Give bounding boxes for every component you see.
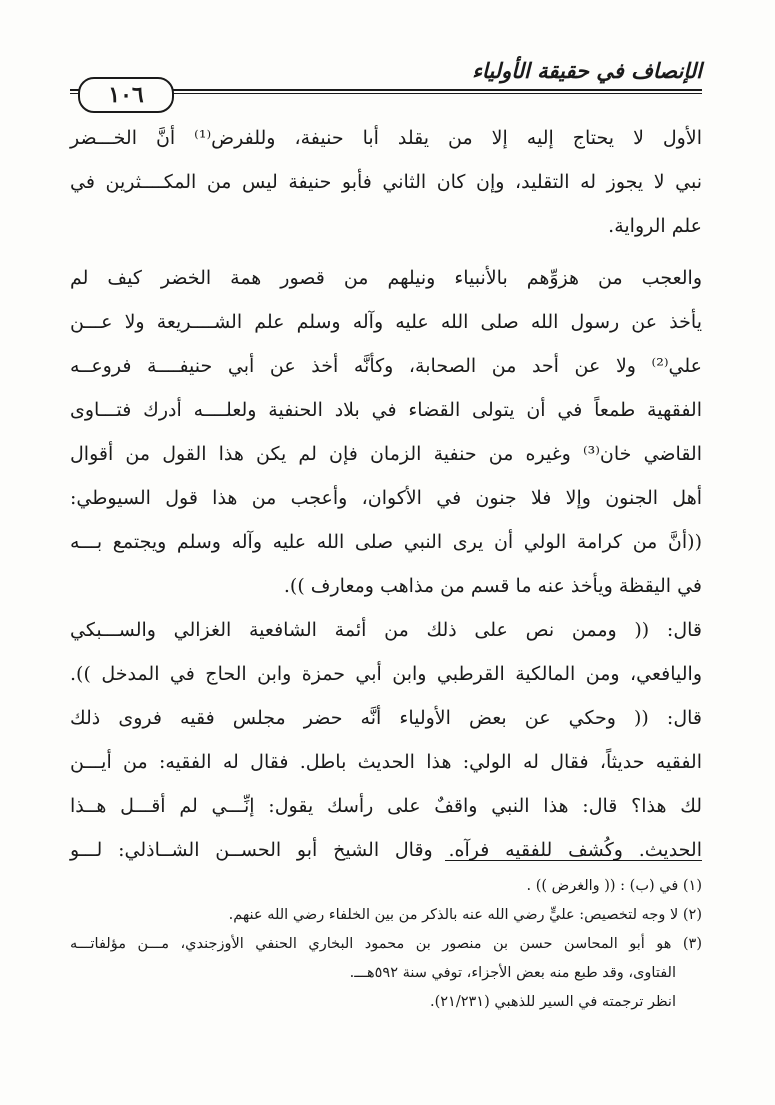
- text-line: القاضي خان⁽³⁾ وغيره من حنفية الزمان فإن لم يكن هذا القول من أقوال: [70, 443, 703, 465]
- text-line: في اليقظة ويأخذ عنه ما قسم من مذاهب ومعارف )).: [283, 575, 702, 597]
- text-line: واليافعي، ومن المالكية القرطبي وابن أبي حمزة وابن الحاج في المدخل )).: [70, 663, 702, 685]
- text-line: علي⁽²⁾ ولا عن أحد من الصحابة، وكأنَّه أخذ عن أبي حنيفــــة فروعــه: [70, 355, 702, 377]
- text-line: الأول لا يحتاج إليه إلا من يقلد أبا حنيفة، وللفرض⁽¹⁾ أنَّ الخـــضر: [70, 127, 702, 149]
- page-number: ١٠٦: [78, 77, 174, 113]
- text-line: يأخذ عن رسول الله صلى الله عليه وآله وسلم علم الشــــريعة ولا عـــن: [70, 311, 702, 333]
- text-line: الفقهية طمعاً في أن يتولى القضاء في بلاد الحنفية ولعلــــه أدرك فتـــاوى: [70, 399, 702, 421]
- footnote-2: (٢) لا وجه لتخصيص: عليٍّ رضي الله عنه بالذكر من بين الخلفاء رضي الله عنهم.: [228, 907, 702, 923]
- text-line: قال: (( وممن نص على ذلك من أئمة الشافعية الغزالي والســـبكي: [70, 619, 702, 641]
- footnote-1: (١) في (ب) : (( والغرض )) .: [526, 878, 702, 894]
- text-line: والعجب من هزوِّهم بالأنبياء ونيلهم من قصور همة الخضر كيف لم: [70, 267, 702, 289]
- footnotes: [70, 872, 702, 1017]
- text-line: الفقيه حديثاً، فقال له الولي: هذا الحديث باطل. فقال له الفقيه: من أيـــن: [70, 751, 702, 773]
- running-title: الإنصاف في حقيقة الأولياء: [472, 58, 702, 83]
- text-line: أهل الجنون وإلا فلا جنون في الأكوان، وأعجب من هذا قول السيوطي:: [70, 487, 702, 509]
- text-line: قال: (( وحكي عن بعض الأولياء أنَّه حضر مجلس فقيه فروى ذلك: [70, 707, 702, 729]
- text-line: نبي لا يجوز له التقليد، وإن كان الثاني فأبو حنيفة ليس من المكــــثرين في: [70, 171, 702, 193]
- footnote-3-reference: انظر ترجمته في السير للذهبي (٢١/٢٣١).: [429, 994, 676, 1010]
- text-line: علم الرواية.: [608, 215, 702, 237]
- text-line: لك هذا؟ قال: هذا النبي واقفٌ على رأسك يقول: إنِّـــي لم أقـــل هــذا: [70, 795, 702, 817]
- text-line: الحديث. وكُشف للفقيه فرآه. وقال الشيخ أبو الحســن الشــاذلي: لـــو: [70, 839, 702, 861]
- text-line: ((أنَّ من كرامة الولي أن يرى النبي صلى الله عليه وآله وسلم ويجتمع بـــه: [70, 531, 702, 553]
- main-text: [70, 116, 702, 872]
- footnote-3-continued: الفتاوى، وقد طبع منه بعض الأجزاء، توفي سنة ٥٩٢هـــ.: [349, 965, 676, 981]
- running-header: [70, 52, 702, 108]
- footnote-separator: [445, 860, 702, 861]
- footnote-3: (٣) هو أبو المحاسن حسن بن منصور بن محمود البخاري الحنفي الأوزجندي، مـــن مؤلفاتـــه: [70, 936, 702, 952]
